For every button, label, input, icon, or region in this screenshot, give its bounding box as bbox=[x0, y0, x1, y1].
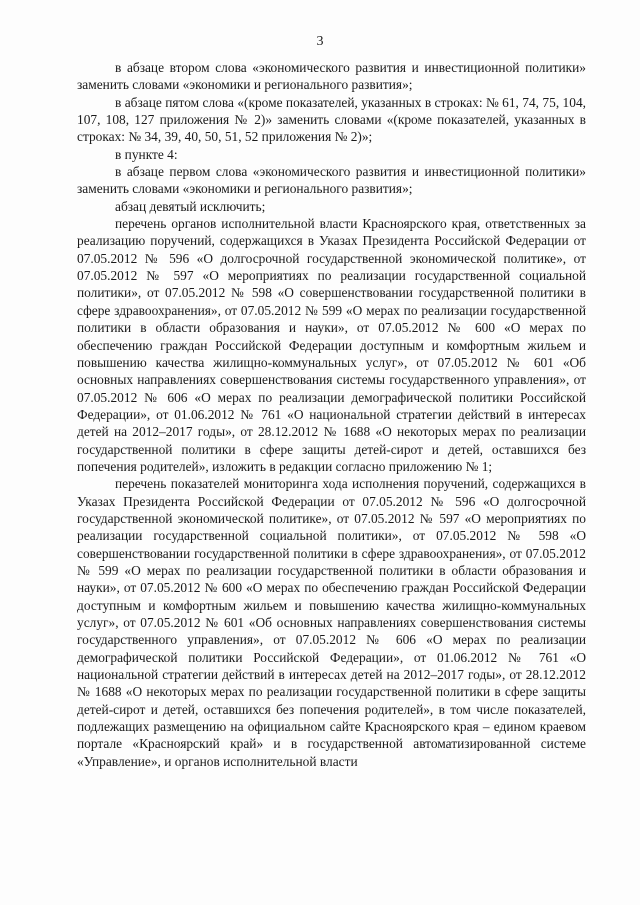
paragraph: перечень показателей мониторинга хода исполнения поручений, содержащихся в Указах Президента Российской Федерации от 07.05.2012 № 596 «О долгосрочной государственной экономической политике», от 07.05.2012 № 597 «О мероприятиях по реализации государственной социальной политики», от 07.05.2012 № 598 «О совершенствовании государственной политики в сфере здравоохранения», от 07.05.2012 № 599 «О мерах по реализации государственной политики в области образования и науки», от 07.05.2012 № 600 «О мерах по обеспечению граждан Российской Федерации доступным и комфортным жильем и повышению качества жилищно-коммунальных услуг», от 07.05.2012 № 601 «Об основных направлениях совершенствования системы государственного управления», от 07.05.2012 № 606 «О мерах по реализации демографической политики Российской Федерации», от 01.06.2012 № 761 «О национальной стратегии действий в интересах детей на 2012–2017 годы», от 28.12.2012 № 1688 «О некоторых мерах по реализации государственной политики в сфере защиты детей-сирот и детей, оставшихся без попечения родителей», в том числе показателей, подлежащих размещению на официальном сайте Красноярского края – едином краевом портале «Красноярский край» и в государственной автоматизированной системе «Управление», и органов исполнительной власти bbox=[77, 476, 586, 769]
page-number: 3 bbox=[316, 34, 324, 49]
paragraph: в абзаце пятом слова «(кроме показателей, указанных в строках: № 61, 74, 75, 104, 107, 108, 127 приложения № 2)» заменить словами «(кроме показателей, указанных в строках: № 34, 39, 40, 50, 51, 52 приложения № 2)»; bbox=[77, 94, 586, 145]
document-body bbox=[77, 59, 586, 770]
paragraph: в абзаце втором слова «экономического развития и инвестиционной политики» заменить словами «экономики и регионального развития»; bbox=[77, 60, 586, 93]
paragraph: перечень органов исполнительной власти Красноярского края, ответственных за реализацию поручений, содержащихся в Указах Президента Российской Федерации от 07.05.2012 № 596 «О долгосрочной государственной экономической политике», от 07.05.2012 № 597 «О мероприятиях по реализации государственной социальной политики», от 07.05.2012 № 598 «О совершенствовании государственной политики в сфере здравоохранения», от 07.05.2012 № 599 «О мерах по реализации государственной политики в области образования и науки», от 07.05.2012 № 600 «О мерах по обеспечению граждан Российской Федерации доступным и комфортным жильем и повышению качества жилищно-коммунальных услуг», от 07.05.2012 № 601 «Об основных направлениях совершенствования системы государственного управления», от 07.05.2012 № 606 «О мерах по реализации демографической политики Российской Федерации», от 01.06.2012 № 761 «О национальной стратегии действий в интересах детей на 2012–2017 годы», от 28.12.2012 № 1688 «О некоторых мерах по реализации государственной политики в сфере защиты детей-сирот и детей, оставшихся без попечения родителей», изложить в редакции согласно приложению № 1; bbox=[77, 216, 586, 474]
paragraph: абзац девятый исключить; bbox=[115, 198, 266, 214]
paragraph: в абзаце первом слова «экономического развития и инвестиционной политики» заменить словами «экономики и регионального развития»; bbox=[77, 164, 586, 197]
paragraph: в пункте 4: bbox=[115, 146, 178, 162]
